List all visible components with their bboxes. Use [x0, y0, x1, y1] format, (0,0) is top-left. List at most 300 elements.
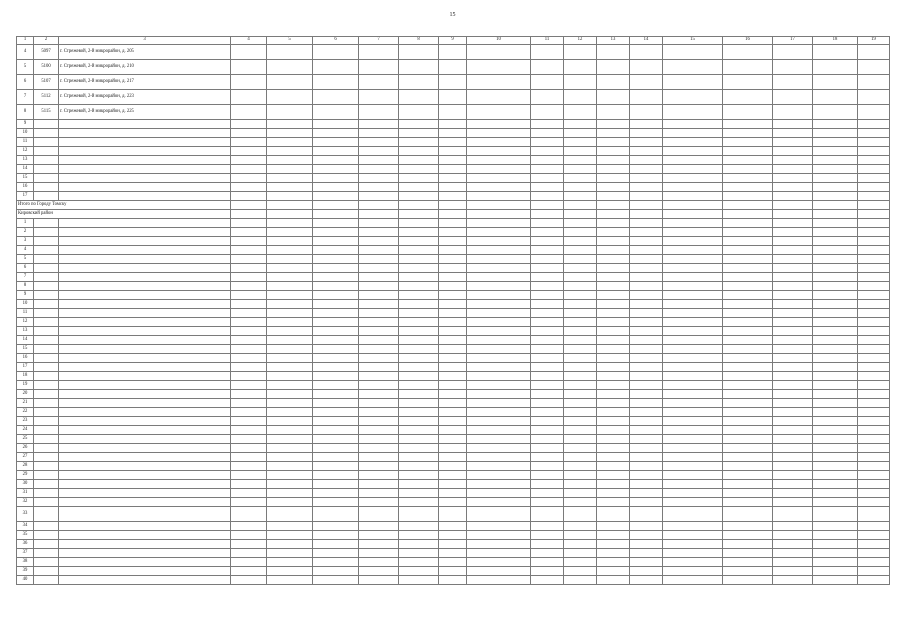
table-cell: [467, 219, 531, 228]
table-cell: [564, 558, 597, 567]
table-cell: [564, 372, 597, 381]
table-cell: [359, 219, 399, 228]
table-cell: [359, 354, 399, 363]
table-cell: [531, 390, 564, 399]
table-cell: [531, 264, 564, 273]
table-cell: [564, 408, 597, 417]
table-cell: 16: [17, 354, 34, 363]
table-cell: [597, 219, 630, 228]
table-cell: [359, 165, 399, 174]
table-cell: [597, 363, 630, 372]
table-cell: [231, 558, 267, 567]
table-cell: [630, 354, 663, 363]
table-cell: [597, 90, 630, 105]
table-cell: [399, 345, 439, 354]
table-cell: [359, 345, 399, 354]
table-row: [17, 105, 890, 120]
table-cell: [359, 318, 399, 327]
table-cell: [564, 228, 597, 237]
table-row: [17, 156, 890, 165]
table-cell: [663, 453, 723, 462]
table-row: [17, 399, 890, 408]
table-cell: [59, 300, 231, 309]
table-cell: [723, 363, 773, 372]
table-cell: [231, 120, 267, 129]
table-cell: [439, 90, 467, 105]
table-cell: [359, 471, 399, 480]
table-cell: [467, 129, 531, 138]
table-cell: [359, 291, 399, 300]
table-cell: [267, 273, 313, 282]
table-cell: [630, 381, 663, 390]
table-cell: [439, 453, 467, 462]
table-cell: [359, 183, 399, 192]
table-cell: [723, 354, 773, 363]
table-cell: [34, 255, 59, 264]
table-cell: [597, 576, 630, 585]
table-cell: [663, 462, 723, 471]
table-cell: [359, 576, 399, 585]
table-cell: [267, 282, 313, 291]
table-cell: [313, 549, 359, 558]
table-cell: [564, 354, 597, 363]
table-cell: [630, 129, 663, 138]
table-cell: [34, 489, 59, 498]
table-cell: [439, 507, 467, 522]
table-cell: [467, 489, 531, 498]
table-cell: [59, 522, 231, 531]
table-cell: [313, 147, 359, 156]
table-cell: [564, 264, 597, 273]
table-cell: [723, 318, 773, 327]
table-cell: [773, 45, 813, 60]
table-cell: 15: [17, 345, 34, 354]
table-cell: [858, 498, 890, 507]
table-cell: [34, 120, 59, 129]
table-cell: [723, 489, 773, 498]
table-cell: [34, 471, 59, 480]
table-cell: [531, 471, 564, 480]
table-row: [17, 390, 890, 399]
table-cell: [723, 444, 773, 453]
table-cell: [439, 75, 467, 90]
table-cell: [399, 75, 439, 90]
table-cell: [858, 237, 890, 246]
table-cell: [597, 60, 630, 75]
table-cell: [439, 471, 467, 480]
table-cell: [439, 309, 467, 318]
table-cell: [359, 264, 399, 273]
table-row: [17, 183, 890, 192]
table-cell: [313, 507, 359, 522]
table-cell: [467, 138, 531, 147]
table-cell: [597, 480, 630, 489]
table-cell: [663, 549, 723, 558]
table-cell: [773, 318, 813, 327]
table-cell: [858, 558, 890, 567]
table-cell: [663, 129, 723, 138]
table-cell: [858, 75, 890, 90]
table-cell: [439, 540, 467, 549]
table-cell: [34, 246, 59, 255]
table-cell: [630, 318, 663, 327]
table-cell: [34, 453, 59, 462]
table-cell: [59, 120, 231, 129]
table-cell: 9: [17, 291, 34, 300]
table-cell: [773, 540, 813, 549]
column-number: 5: [267, 37, 313, 45]
table-cell: [34, 282, 59, 291]
table-cell: [467, 105, 531, 120]
table-cell: 30: [17, 480, 34, 489]
column-number: 10: [467, 37, 531, 45]
table-cell: 5107: [34, 75, 59, 90]
table-cell: [813, 462, 858, 471]
table-cell: [59, 435, 231, 444]
table-cell: [231, 183, 267, 192]
table-cell: [231, 300, 267, 309]
table-cell: [663, 282, 723, 291]
table-cell: [399, 273, 439, 282]
table-cell: [531, 105, 564, 120]
table-cell: [773, 228, 813, 237]
table-cell: [723, 237, 773, 246]
table-cell: [630, 219, 663, 228]
table-cell: [359, 426, 399, 435]
table-cell: [267, 567, 313, 576]
table-cell: [630, 165, 663, 174]
table-cell: [439, 354, 467, 363]
column-number: 12: [564, 37, 597, 45]
table-cell: [597, 246, 630, 255]
table-cell: 14: [17, 165, 34, 174]
table-cell: [267, 471, 313, 480]
table-cell: [359, 363, 399, 372]
column-number: 4: [231, 37, 267, 45]
table-cell: 22: [17, 408, 34, 417]
table-cell: [723, 90, 773, 105]
table-cell: [597, 381, 630, 390]
table-cell: [467, 507, 531, 522]
table-cell: [630, 363, 663, 372]
table-cell: [564, 192, 597, 201]
table-cell: 26: [17, 444, 34, 453]
table-cell: [564, 399, 597, 408]
table-cell: [231, 273, 267, 282]
table-cell: [59, 228, 231, 237]
table-cell: [399, 147, 439, 156]
section-label: Кировский район: [17, 210, 231, 219]
table-cell: [267, 246, 313, 255]
table-cell: [313, 90, 359, 105]
table-cell: [630, 336, 663, 345]
table-cell: [399, 264, 439, 273]
table-cell: [231, 471, 267, 480]
table-cell: [858, 381, 890, 390]
table-cell: [564, 282, 597, 291]
table-cell: [723, 255, 773, 264]
table-cell: [267, 381, 313, 390]
table-cell: [59, 498, 231, 507]
table-cell: [813, 417, 858, 426]
table-cell: [531, 489, 564, 498]
table-cell: [773, 390, 813, 399]
table-cell: [34, 576, 59, 585]
table-cell: [663, 45, 723, 60]
table-cell: 19: [17, 381, 34, 390]
table-cell: 24: [17, 426, 34, 435]
table-row: [17, 336, 890, 345]
table-cell: [564, 75, 597, 90]
table-cell: [663, 192, 723, 201]
table-cell: [531, 183, 564, 192]
table-cell: [723, 417, 773, 426]
table-cell: [597, 45, 630, 60]
table-cell: 35: [17, 531, 34, 540]
table-cell: [663, 372, 723, 381]
table-cell: [630, 282, 663, 291]
table-row: [17, 354, 890, 363]
table-cell: [564, 174, 597, 183]
table-cell: [813, 426, 858, 435]
table-cell: [531, 165, 564, 174]
table-cell: [467, 192, 531, 201]
table-cell: [773, 327, 813, 336]
table-cell: 7: [17, 273, 34, 282]
table-cell: [267, 390, 313, 399]
table-cell: 28: [17, 462, 34, 471]
table-cell: [59, 399, 231, 408]
table-cell: [597, 558, 630, 567]
table-cell: [231, 426, 267, 435]
table-cell: [564, 129, 597, 138]
table-cell: [439, 273, 467, 282]
table-cell: [467, 75, 531, 90]
table-cell: [858, 327, 890, 336]
table-cell: [34, 273, 59, 282]
table-cell: [597, 138, 630, 147]
table-cell: [231, 147, 267, 156]
table-cell: [359, 45, 399, 60]
table-cell: [313, 408, 359, 417]
table-cell: [313, 558, 359, 567]
table-cell: [467, 309, 531, 318]
table-cell: [231, 138, 267, 147]
table-cell: 5: [17, 60, 34, 75]
table-cell: [813, 183, 858, 192]
table-cell: [858, 165, 890, 174]
table-cell: [564, 147, 597, 156]
column-number: 8: [399, 37, 439, 45]
table-cell: [467, 354, 531, 363]
table-cell: [630, 291, 663, 300]
table-cell: [773, 444, 813, 453]
table-cell: [399, 282, 439, 291]
table-cell: [773, 246, 813, 255]
table-cell: [399, 129, 439, 138]
table-row: [17, 576, 890, 585]
table-cell: 37: [17, 549, 34, 558]
table-cell: [59, 219, 231, 228]
table-cell: [630, 549, 663, 558]
table-row: [17, 372, 890, 381]
table-cell: [267, 264, 313, 273]
table-cell: [723, 147, 773, 156]
table-cell: [399, 237, 439, 246]
table-cell: [723, 60, 773, 75]
table-cell: [723, 345, 773, 354]
table-cell: [813, 507, 858, 522]
table-cell: 17: [17, 363, 34, 372]
table-cell: [773, 174, 813, 183]
table-cell: [467, 273, 531, 282]
table-cell: [773, 156, 813, 165]
table-cell: [630, 462, 663, 471]
table-cell: [231, 354, 267, 363]
column-number: 19: [858, 37, 890, 45]
table-cell: [531, 507, 564, 522]
table-cell: [630, 399, 663, 408]
table-cell: [34, 444, 59, 453]
table-cell: [663, 138, 723, 147]
table-cell: [439, 327, 467, 336]
table-cell: [399, 246, 439, 255]
table-cell: [858, 309, 890, 318]
table-cell: [267, 507, 313, 522]
table-cell: [439, 156, 467, 165]
table-cell: [267, 480, 313, 489]
table-cell: [267, 435, 313, 444]
table-cell: [267, 354, 313, 363]
table-cell: [723, 471, 773, 480]
table-cell: [267, 201, 313, 210]
table-cell: [723, 300, 773, 309]
table-cell: [663, 531, 723, 540]
table-cell: [630, 558, 663, 567]
table-cell: [531, 567, 564, 576]
table-cell: [773, 453, 813, 462]
table-cell: [663, 255, 723, 264]
table-cell: [467, 90, 531, 105]
table-cell: [59, 426, 231, 435]
table-cell: [531, 318, 564, 327]
table-cell: [59, 471, 231, 480]
table-cell: [267, 558, 313, 567]
table-cell: [59, 174, 231, 183]
table-cell: [858, 435, 890, 444]
table-cell: [531, 45, 564, 60]
table-cell: [399, 507, 439, 522]
table-cell: [34, 228, 59, 237]
table-cell: [34, 318, 59, 327]
table-cell: [630, 489, 663, 498]
table-cell: [630, 345, 663, 354]
table-cell: [531, 462, 564, 471]
table-cell: [813, 255, 858, 264]
table-cell: 17: [17, 192, 34, 201]
table-cell: [34, 300, 59, 309]
table-cell: [723, 219, 773, 228]
table-cell: [858, 336, 890, 345]
table-cell: [467, 426, 531, 435]
table-cell: [399, 219, 439, 228]
table-cell: [267, 576, 313, 585]
table-cell: [597, 165, 630, 174]
table-cell: [597, 129, 630, 138]
table-cell: [399, 165, 439, 174]
table-cell: [313, 201, 359, 210]
table-cell: [773, 300, 813, 309]
table-cell: 23: [17, 417, 34, 426]
table-cell: [59, 318, 231, 327]
table-cell: [439, 45, 467, 60]
table-cell: [531, 327, 564, 336]
table-cell: [858, 318, 890, 327]
table-cell: [630, 60, 663, 75]
table-cell: [59, 549, 231, 558]
table-cell: [858, 90, 890, 105]
table-row: [17, 531, 890, 540]
table-cell: [399, 444, 439, 453]
column-number: 6: [313, 37, 359, 45]
table-cell: [313, 273, 359, 282]
table-cell: [630, 210, 663, 219]
table-cell: [630, 174, 663, 183]
table-cell: [359, 156, 399, 165]
table-cell: [359, 372, 399, 381]
table-cell: [439, 522, 467, 531]
table-cell: [597, 345, 630, 354]
table-cell: [858, 480, 890, 489]
table-cell: [34, 549, 59, 558]
table-cell: [231, 282, 267, 291]
table-cell: [267, 309, 313, 318]
table-cell: [773, 567, 813, 576]
table-cell: [34, 354, 59, 363]
table-cell: [813, 309, 858, 318]
table-cell: [231, 435, 267, 444]
table-cell: [467, 417, 531, 426]
table-row: [17, 540, 890, 549]
table-cell: [439, 255, 467, 264]
table-cell: [663, 426, 723, 435]
table-cell: [467, 174, 531, 183]
table-cell: [439, 336, 467, 345]
table-cell: [467, 282, 531, 291]
table-cell: [531, 336, 564, 345]
table-cell: [231, 522, 267, 531]
table-cell: [773, 183, 813, 192]
table-cell: [59, 558, 231, 567]
table-cell: [773, 219, 813, 228]
table-cell: [467, 498, 531, 507]
table-cell: [813, 246, 858, 255]
table-cell: [858, 147, 890, 156]
table-cell: 5097: [34, 45, 59, 60]
table-cell: [34, 558, 59, 567]
table-cell: [267, 540, 313, 549]
table-cell: [723, 558, 773, 567]
table-cell: [723, 264, 773, 273]
table-cell: [231, 567, 267, 576]
table-cell: [564, 522, 597, 531]
table-cell: [597, 327, 630, 336]
table-cell: [813, 105, 858, 120]
table-cell: [313, 372, 359, 381]
column-number-row: [17, 37, 890, 45]
table-cell: [231, 60, 267, 75]
table-cell: [467, 147, 531, 156]
